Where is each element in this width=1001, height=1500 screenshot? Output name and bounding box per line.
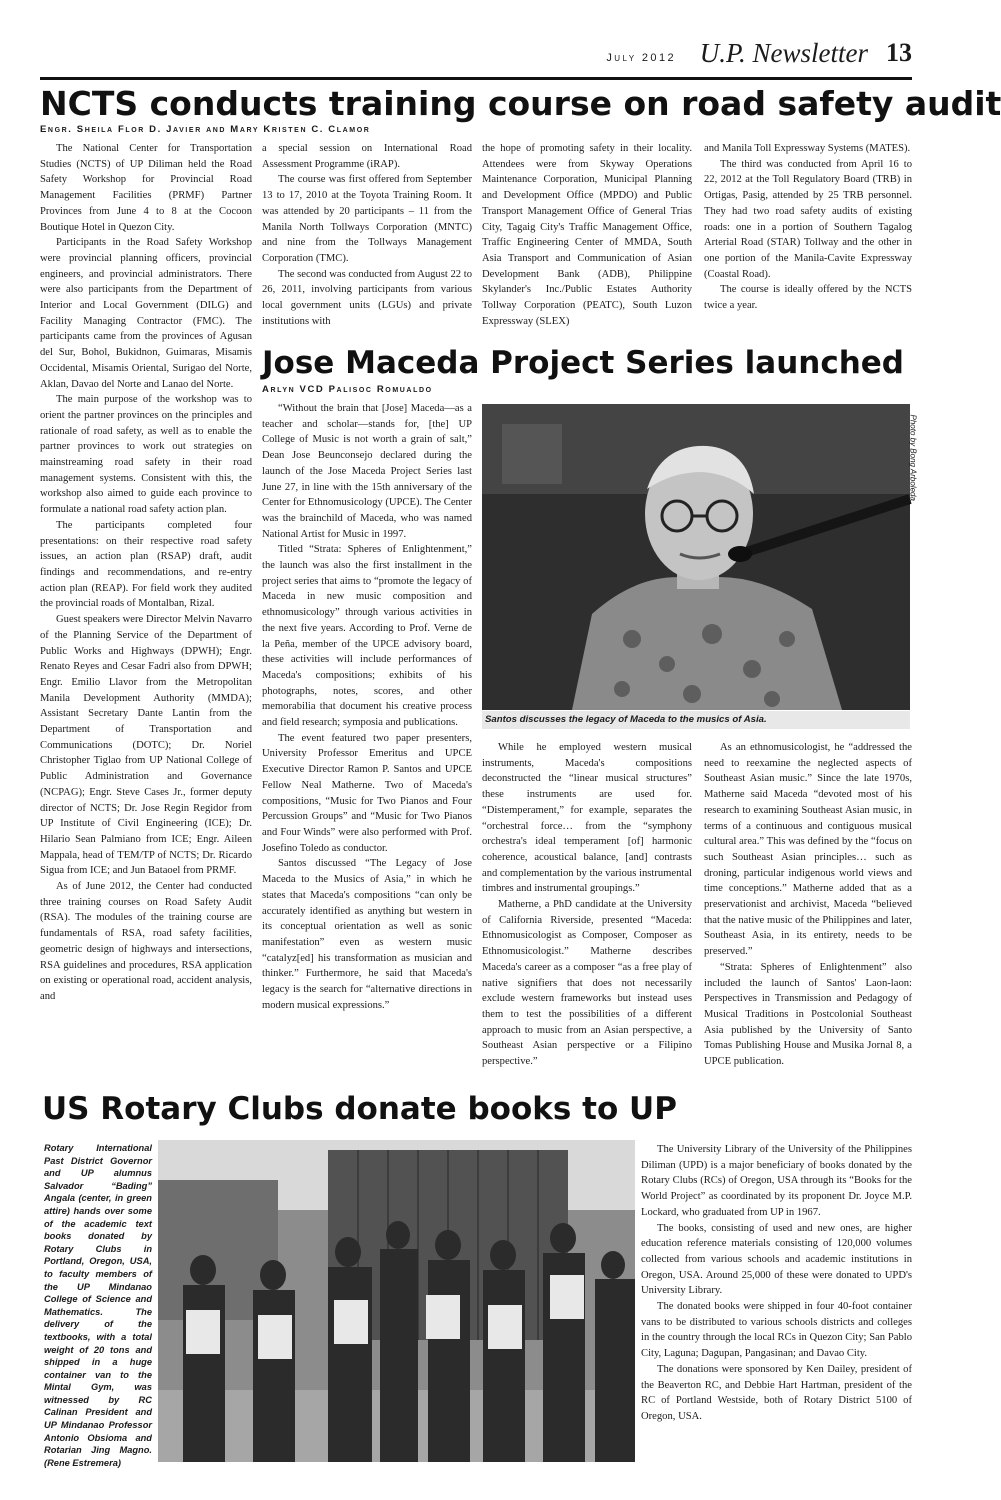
paragraph: Participants in the Road Safety Workshop were provincial planning officers, provincial engineers, and provincial administrators. There were also participants from the Department of Interior and Local Government (DILG) and Facility Managing Contractor (FMC). The participants came from the provinces of Agusan del Sur, Bohol, Bukidnon, Guimaras, Misamis Occidental, Misamis Oriental, Surigao del Norte, Aklan, Davao del Norte and Lanao del Norte. xyxy=(40,237,252,390)
paragraph: “Strata: Spheres of Enlightenment” also included the launch of Santos' Laon-laon: Perspectives in Transmission and Pedagogy of Musical Traditions in Postcolonial Southeast Asia published by the University of Santo Tomas Publishing House and Musika Jornal 8, a UPCE publication. xyxy=(704,961,912,1068)
paragraph: Titled “Strata: Spheres of Enlightenment,” the launch was also the first installment in the project series that aims to “promote the legacy of Maceda in new music composition and ethnomusicology” through various activities in the next five years. According to Prof. Verne de la Peña, member of the UPCE advisory board, these activities will include performances of Maceda's compositions; exhibits of his photographs, notes, scores, and other memorabilia that document his creative process and field research; symposia and publications. xyxy=(262,544,472,729)
rotary-photo xyxy=(158,1140,635,1462)
article-byline-maceda: Arlyn VCD Palisoc Romualdo xyxy=(262,384,433,395)
paragraph: The course was first offered from September 13 to 17, 2010 at the Toyota Training Room. It was attended by 20 participants – 11 from the Manila North Tollways Corporation (MNTC) and nine from the Tollways Management Corporation (TMC). xyxy=(262,174,472,264)
photo-credit: Photo by Bong Arboleda xyxy=(908,414,918,501)
paragraph: “Without the brain that [Jose] Maceda—as a teacher and scholar—stands for, [the] UP College of Music is not worth a grain of salt,” Dean Jose Beunconsejo declared during the launch of the Jose Maceda Project Series last June 27, in line with the 15th anniversary of the Center for Ethnomusicology (UPCE). The Center was the brainchild of Maceda, who was named National Artist for Music in 1997. xyxy=(262,403,472,540)
paragraph: As an ethnomusicologist, he “addressed the need to reexamine the neglected aspects of Southeast Asian music.” Since the late 1970s, Matherne said Maceda “devoted most of his research to examining Southeast Asian music, in terms of a continuous and contiguous musical cultural area.” This was defined by the “focus on such Southeast Asian principles… such as droning, particular indigenous world views and time conceptions.” Matherne added that as a preservationist and archivist, Maceda “believed that the native music of the Philippines and later, Southeast Asia, in its entirety, needs to be preserved.” xyxy=(704,742,912,958)
article-headline-maceda: Jose Maceda Project Series launched xyxy=(262,345,904,381)
paragraph: The donated books were shipped in four 40-foot container vans to be distributed to various schools districts and colleges in the country through the local RCs in Quezon City; San Pablo City, Laguna; Dagupan, Pangasinan; and Davao City. xyxy=(641,1301,912,1360)
maceda-column-3 xyxy=(704,740,912,1083)
article-byline-ncts: Engr. Sheila Flor D. Javier and Mary Kristen C. Clamor xyxy=(40,124,371,135)
paragraph: and Manila Toll Expressway Systems (MATES). xyxy=(704,143,911,154)
ncts-column-2 xyxy=(262,141,472,341)
paragraph: While he employed western musical instruments, Maceda's compositions deconstructed the “linear musical structures” these instruments are used for. “Distemperament,” for example, separates the “orchestral force… from the “symphony orchestra's ideal temperament [of] harmonic coherence, acoustical balance, [and] contrasts and complementation by the various instrumental timbres and instrumental groupings.” xyxy=(482,742,692,895)
paragraph: Santos discussed “The Legacy of Jose Maceda to the Musics of Asia,” in which he states that Maceda's compositions “can only be accurately identified as anything but western in its conceptual orientation as well as sonic manifestation” even as western music “catalyz[ed] his transformation as musician and thinker.” Furthermore, he said that Maceda's legacy is the search for “alternative directions in modern musical expressions.” xyxy=(262,858,472,1011)
paragraph: The second was conducted from August 22 to 26, 2011, involving participants from various local government units (LGUs) and private institutions with xyxy=(262,268,472,327)
paragraph: The National Center for Transportation Studies (NCTS) of UP Diliman held the Road Safety Workshop for Provincial Road Management Facilities (PRMF) Partner Provinces from June 4 to 8 at the Cocoon Boutique Hotel in Quezon City. xyxy=(40,143,252,233)
masthead-title: U.P. Newsletter xyxy=(699,38,868,68)
paragraph: The donations were sponsored by Ken Dailey, president of the Beaverton RC, and Debbie Hart Hartman, president of the RC of Portland Westside, both of Rotary District 5100 of Oregon, USA. xyxy=(641,1363,912,1422)
paragraph: The third was conducted from April 16 to 22, 2012 at the Toll Regulatory Board (TRB) in Ortigas, Pasig, attended by 25 TRB personnel. They had two road safety audits of existing roads: one in a portion of Southern Tagalog Arterial Road (STAR) Tollway and the other in one portion of the Manila-Cavite Expressway (Coastal Road). xyxy=(704,158,912,280)
paragraph: a special session on International Road Assessment Programme (iRAP). xyxy=(262,143,472,170)
maceda-column-2 xyxy=(482,740,692,1083)
paragraph: The event featured two paper presenters, University Professor Emeritus and UPCE Executive Director Ramon P. Santos and UPCE Fellow Neal Matherne. Two of Maceda's compositions, “Music for Two Pianos and Four Percussion Groups” and “Music for Two Pianos and Four Winds” were also performed with Prof. Josefino Toledo as conductor. xyxy=(262,732,472,854)
paragraph: As of June 2012, the Center had conducted three training courses on Road Safety Audit (RSA). The modules of the training course are fundamentals of RSA, road safety facilities, geometric design of highways and intersections, RSA guidelines and procedures, RSA application on existing or operational road, accident analysis, and xyxy=(40,881,252,1002)
maceda-photo xyxy=(482,404,910,710)
paragraph: The University Library of the University of the Philippines Diliman (UPD) is a major beneficiary of books donated by the Rotary Clubs (RCs) of Oregon, USA through its “Books for the World Project” as coordinated by its proponent Dr. Joyce M.P. Lockard, who graduated from UP in 1967. xyxy=(641,1144,912,1218)
article-headline-ncts: NCTS conducts training course on road safety audit xyxy=(40,84,1001,123)
paragraph: The course is ideally offered by the NCTS twice a year. xyxy=(704,284,912,312)
maceda-column-1 xyxy=(262,401,472,1083)
group-photo-image xyxy=(158,1140,635,1462)
rotary-photo-caption: Rotary International Past District Governor and UP alumnus Salvador “Bading” Angala (center, in green attire) hands over some of the academic text books donated by Rotary Clubs in Portland, Oregon, USA, to faculty members of the UP Mindanao College of Science and Mathematics. The delivery of the textbooks, with a total weight of 20 tons and shipped in a huge container van to the Mintal Gym, was witnessed by RC Calinan President and UP Mindanao Professor Antonio Obsioma and Rotarian Jing Magno. (Rene Estremera) xyxy=(44,1143,152,1468)
paragraph: Guest speakers were Director Melvin Navarro of the Planning Service of the Department of Public Works and Highways (DPWH); Engr. Renato Reyes and Cesar Fadri also from DPWH; Engr. Emilio Llavor from the Metropolitan Manila Development Authority (MMDA); Assistant Secretary Dante Lantin from the Department of Transportation and Communications (DOTC); Dr. Noriel Christopher Tiglao from UP National College of Public Administration and Governance (NCPAG); Engr. Steve Cases Jr., former deputy director of NCTS; Dr. Jose Regin Regidor from UP Institute of Civil Engineering (ICE); Dr. Hilario Sean Palmiano from ICE; Engr. Aileen Mappala, head of TEM/TP of NCTS; Dr. Ricardo Sigua from ICE; and Jun Bataoel from PRMF. xyxy=(40,614,252,877)
masthead xyxy=(40,36,912,76)
masthead-date: July 2012 xyxy=(606,52,676,64)
paragraph: the hope of promoting safety in their locality. Attendees were from Skyway Operations Maintenance Corporation, Municipal Planning and Development Office (MPDO) and Public Transport Management Office of General Trias City, Tagaig City's Traffic Management Office, Traffic Engineering Center of MMDA, South Asia Transport and Communication of Asian Development Bank (ADB), Philippine Skylander's Inc./Public Estates Authority Tollway Corporation (PEATC), South Luzon Expressway (SLEX) xyxy=(482,143,692,327)
masthead-rule xyxy=(40,77,912,80)
page-number: 13 xyxy=(886,38,912,67)
paragraph: The main purpose of the workshop was to orient the partner provinces on the principles and rationale of road safety, as well as to enable the partner provinces to work out strategies on mainstreaming road safety in their road management systems. Consistent with this, the workshop also aimed to guide each province to formulate a national road safety action plan. xyxy=(40,394,252,516)
paragraph: Matherne, a PhD candidate at the University of California Riverside, presented “Maceda: Ethnomusicologist as Composer, Composer as Ethnomusicologist.” Matherne describes Maceda's career as a composer “as a free play of native signifiers that does not necessarily exclude western frameworks but instead uses them to test the possibilities of a different approach to music from an Asian perspective, a Southeast Asian perspective or a Filipino perspective.” xyxy=(482,899,692,1068)
speaker-image xyxy=(482,404,910,710)
paragraph: The books, consisting of used and new ones, are higher education reference materials consisting of 120,000 volumes collected from various schools and academic institutions in Oregon, USA. Around 25,000 of these were donated to UPD's University Library. xyxy=(641,1222,912,1297)
maceda-photo-caption: Santos discusses the legacy of Maceda to the musics of Asia. xyxy=(482,711,910,729)
paragraph: The participants completed four presentations: on their respective road safety issues, an action plan (RSAP) draft, audit findings and recommendations, and re-entry action plan (REAP). For field work they audited the provincial roads of Montalban, Rizal. xyxy=(40,519,252,610)
ncts-column-3 xyxy=(482,141,692,341)
ncts-column-4 xyxy=(704,141,912,341)
ncts-column-1 xyxy=(40,141,252,1083)
article-headline-rotary: US Rotary Clubs donate books to UP xyxy=(42,1091,677,1127)
rotary-column-1 xyxy=(641,1142,912,1462)
